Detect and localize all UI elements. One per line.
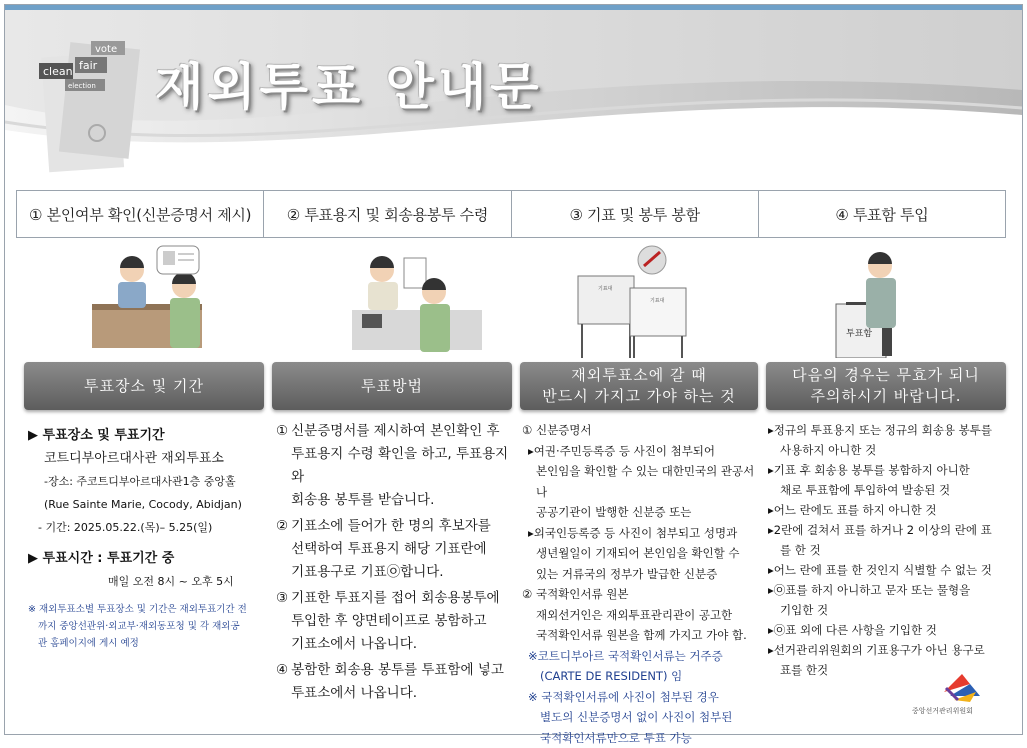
panel-head-voting-method: 투표방법 xyxy=(272,362,512,410)
section-id-document: ① 신분증명서 xyxy=(522,423,592,437)
clean-fair-vote-logo-art xyxy=(35,35,145,175)
address-en: (Rue Sainte Marie, Cocody, Abidjan) xyxy=(44,498,242,511)
svg-text:election: election xyxy=(68,82,96,90)
period: - 기간: 2025.05.22.(목)– 5.25(일) xyxy=(38,521,213,534)
method-item-3: ③ 기표한 투표지를 접어 회송용봉투에 투입한 후 양면테이프로 봉함하고 기표소에서 나옵니다. xyxy=(276,590,500,652)
ballot-box-label: 투표함 xyxy=(846,329,873,339)
org-name: 중앙선거관리위원회 xyxy=(912,707,973,715)
step-2: ② 투표용지 및 회송용봉투 수령 xyxy=(264,190,511,238)
time-heading: ▶ 투표시간 : 투표기간 중 xyxy=(28,551,175,566)
voting-booth-illustration xyxy=(518,238,758,358)
step-3: ③ 기표 및 봉투 봉함 xyxy=(512,190,759,238)
id-check-illustration xyxy=(22,238,262,358)
time-value: 매일 오전 8시 ~ 오후 5시 xyxy=(108,575,234,588)
invalid-cases-content: ▸정규의 투표용지 또는 정규의 회송용 봉투를 사용하지 아니한 것 ▸기표 후 회송용 봉투를 봉함하지 아니한 채로 투표함에 투입하여 발송된 것 ▸어느 란에도 표를 하지 아니한 것 ▸2란에 걸쳐서 표를 하거나 2 이상의 란에 표 를 한 것 ▸어느 란에 표를 한 것인지 식별할 수 없는 것 ▸㉧표를 하지 아니하고 문자 또는 물형을 기입한 것 ▸㉧표 외에 다른 사항을 기입한 것 ▸선거관리위원회의 기표용구가 아닌 용구로 표를 한것 xyxy=(768,420,1008,680)
panel-head-what-to-bring: 재외투표소에 갈 때 반드시 가지고 가야 하는 것 xyxy=(520,362,758,410)
svg-text:기표대: 기표대 xyxy=(650,298,665,304)
invalid-item: ▸㉧표 외에 다른 사항을 기입한 것 xyxy=(768,623,937,637)
section-nationality-document: ② 국적확인서류 원본 xyxy=(522,587,629,601)
invalid-item: ▸어느 란에 표를 한 것인지 식별할 수 없는 것 xyxy=(768,563,992,577)
logo-clean-text: clean xyxy=(43,65,73,78)
page-title: 재외투표 안내문 xyxy=(155,58,543,116)
invalid-item: ▸선거관리위원회의 기표용구가 아닌 용구로 xyxy=(768,643,985,657)
ballot-box-illustration xyxy=(766,238,1006,358)
panel-head-invalid-cases: 다음의 경우는 무효가 되니 주의하시기 바랍니다. xyxy=(766,362,1006,410)
panel-head-place-period: 투표장소 및 기간 xyxy=(24,362,264,410)
place-heading: ▶ 투표장소 및 투표기간 xyxy=(28,428,165,443)
voting-method-content xyxy=(276,420,516,705)
method-item-1: ① 신분증명서를 제시하여 본인확인 후 투표용지 수령 확인을 하고, 투표용지와 회송용 봉투를 받습니다. xyxy=(276,423,509,508)
step-1: ① 본인여부 확인(신분증명서 제시) xyxy=(16,190,264,238)
invalid-item: ▸정규의 투표용지 또는 정규의 회송용 봉투를 xyxy=(768,423,993,437)
step-4: ④ 투표함 투입 xyxy=(759,190,1006,238)
invalid-item: ▸㉧표를 하지 아니하고 문자 또는 물형을 xyxy=(768,583,971,597)
booth-label: 기표대 xyxy=(598,286,613,292)
invalid-item: ▸어느 란에도 표를 하지 아니한 것 xyxy=(768,503,937,517)
nec-logo-icon xyxy=(940,670,984,706)
svg-text:vote: vote xyxy=(95,44,118,55)
step-bar xyxy=(16,190,1006,238)
address: -장소: 주코트디부아르대사관1층 중앙홀 xyxy=(44,475,236,488)
invalid-item: ▸2란에 걸쳐서 표를 하거나 2 이상의 란에 표 xyxy=(768,523,992,537)
ballot-receive-illustration xyxy=(272,238,512,358)
note-line: ※ 재외투표소별 투표장소 및 기간은 재외투표기간 전 xyxy=(28,604,247,615)
invalid-item: ▸기표 후 회송용 봉투를 봉함하지 아니한 xyxy=(768,463,970,477)
svg-text:fair: fair xyxy=(79,59,98,72)
place-name: 코트디부아르대사관 재외투표소 xyxy=(44,451,224,466)
what-to-bring-content: ① 신분증명서 ▸여권·주민등록증 등 사진이 첨부되어 본인임을 확인할 수 있는 대한민국의 관공서나 공공기관이 발행한 신분증 또는 ▸외국인등록증 등 사진이 첨부되고 성명과 생년월일이 기재되어 본인임을 확인할 수 있는 거류국의 정부가 발급한 신분증 ② 국적확인서류 원본 재외선거인은 재외투표관리관이 공고한 국적확인서류 원본을 함께 가지고 가야 함. ※코트디부아르 국적확인서류는 거주증 (CARTE DE RESIDENT) 임 ※ 국적확인서류에 사진이 첨부된 경우 별도의 신분증명서 없이 사진이 첨부된 국적확인서류만으로 투표 가능 xyxy=(522,420,762,748)
method-item-4: ④ 봉함한 회송용 봉투를 투표함에 넣고 투표소에서 나옵니다. xyxy=(276,662,504,701)
method-item-2: ② 기표소에 들어가 한 명의 후보자를 선택하여 투표용지 해당 기표란에 기표용구로 기표㉧합니다. xyxy=(276,518,491,580)
place-period-content: ▶ 투표장소 및 투표기간 코트디부아르대사관 재외투표소 -장소: 주코트디부아르대사관1층 중앙홀 (Rue Sainte Marie, Cocody, Abidjan) - 기간: 2025.05.22.(목)– 5.25(일) ▶ 투표시간 : 투표기간 중 매일 오전 8시 ~ 오후 5시 ※ 재외투표소별 투표장소 및 기간은 재외투표기간 전 까지 중앙선관위·외교부·재외동포청 및 각 재외공 관 홈페이지에 게시 예정 xyxy=(28,420,268,652)
